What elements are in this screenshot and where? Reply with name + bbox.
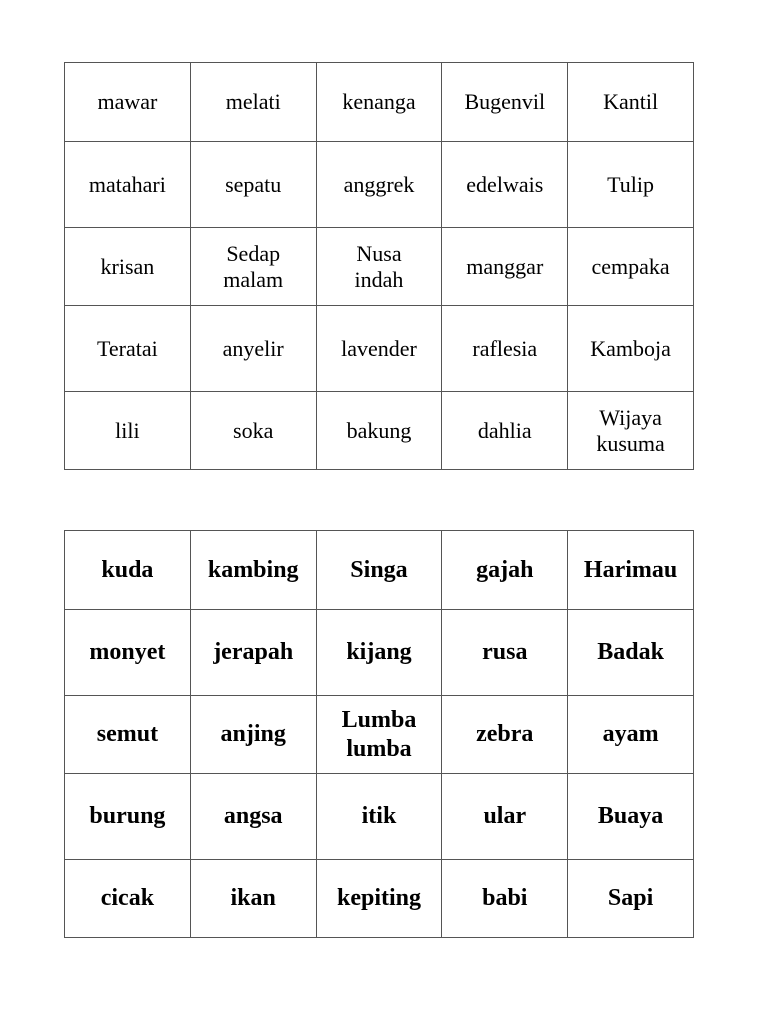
word-cell: Bugenvil <box>442 63 568 142</box>
word-cell: dahlia <box>442 392 568 470</box>
word-cell: Badak <box>568 610 694 696</box>
word-cell: edelwais <box>442 142 568 228</box>
word-cell: semut <box>65 696 191 774</box>
word-line: lumba <box>346 735 412 762</box>
word-line: malam <box>223 266 284 292</box>
word-cell: Kamboja <box>568 306 694 392</box>
word-line: Nusa <box>356 240 402 266</box>
table-row <box>65 774 694 860</box>
word-cell: anyelir <box>190 306 316 392</box>
word-cell: ikan <box>190 860 316 938</box>
word-line: Wijaya <box>599 404 662 430</box>
word-cell: Buaya <box>568 774 694 860</box>
word-cell: melati <box>190 63 316 142</box>
word-cell: kijang <box>316 610 442 696</box>
table-row <box>65 531 694 610</box>
word-cell: kenanga <box>316 63 442 142</box>
word-cell: mawar <box>65 63 191 142</box>
word-cell: kepiting <box>316 860 442 938</box>
table-row <box>65 610 694 696</box>
word-cell: cicak <box>65 860 191 938</box>
word-cell: gajah <box>442 531 568 610</box>
word-cell: kuda <box>65 531 191 610</box>
word-cell: anggrek <box>316 142 442 228</box>
flower-words-table <box>64 62 694 470</box>
word-cell: anjing <box>190 696 316 774</box>
word-line: Lumba <box>341 706 417 733</box>
word-cell: babi <box>442 860 568 938</box>
word-cell: bakung <box>316 392 442 470</box>
table-row <box>65 392 694 470</box>
word-cell: ular <box>442 774 568 860</box>
animal-words-table <box>64 530 694 938</box>
word-cell: monyet <box>65 610 191 696</box>
word-cell: ayam <box>568 696 694 774</box>
word-line: Sedap <box>226 240 281 266</box>
word-cell: lili <box>65 392 191 470</box>
word-cell: Teratai <box>65 306 191 392</box>
word-cell: cempaka <box>568 228 694 306</box>
table-row <box>65 306 694 392</box>
word-cell: kambing <box>190 531 316 610</box>
word-cell: sepatu <box>190 142 316 228</box>
word-cell: burung <box>65 774 191 860</box>
word-cell: krisan <box>65 228 191 306</box>
word-cell: zebra <box>442 696 568 774</box>
word-cell: Sapi <box>568 860 694 938</box>
word-cell: rusa <box>442 610 568 696</box>
word-cell: raflesia <box>442 306 568 392</box>
word-cell: matahari <box>65 142 191 228</box>
word-cell: soka <box>190 392 316 470</box>
table-row <box>65 696 694 774</box>
word-cell: Singa <box>316 531 442 610</box>
word-cell: jerapah <box>190 610 316 696</box>
table-row <box>65 142 694 228</box>
word-cell: itik <box>316 774 442 860</box>
word-cell: Tulip <box>568 142 694 228</box>
word-cell: manggar <box>442 228 568 306</box>
word-cell: Harimau <box>568 531 694 610</box>
table-row <box>65 63 694 142</box>
word-cell: lavender <box>316 306 442 392</box>
word-cell <box>568 392 694 470</box>
word-cell: angsa <box>190 774 316 860</box>
word-cell <box>316 696 442 774</box>
word-cell: Kantil <box>568 63 694 142</box>
table-row <box>65 860 694 938</box>
table-row <box>65 228 694 306</box>
word-cell <box>316 228 442 306</box>
word-line: kusuma <box>596 430 665 456</box>
word-line: indah <box>354 266 404 292</box>
word-cell <box>190 228 316 306</box>
